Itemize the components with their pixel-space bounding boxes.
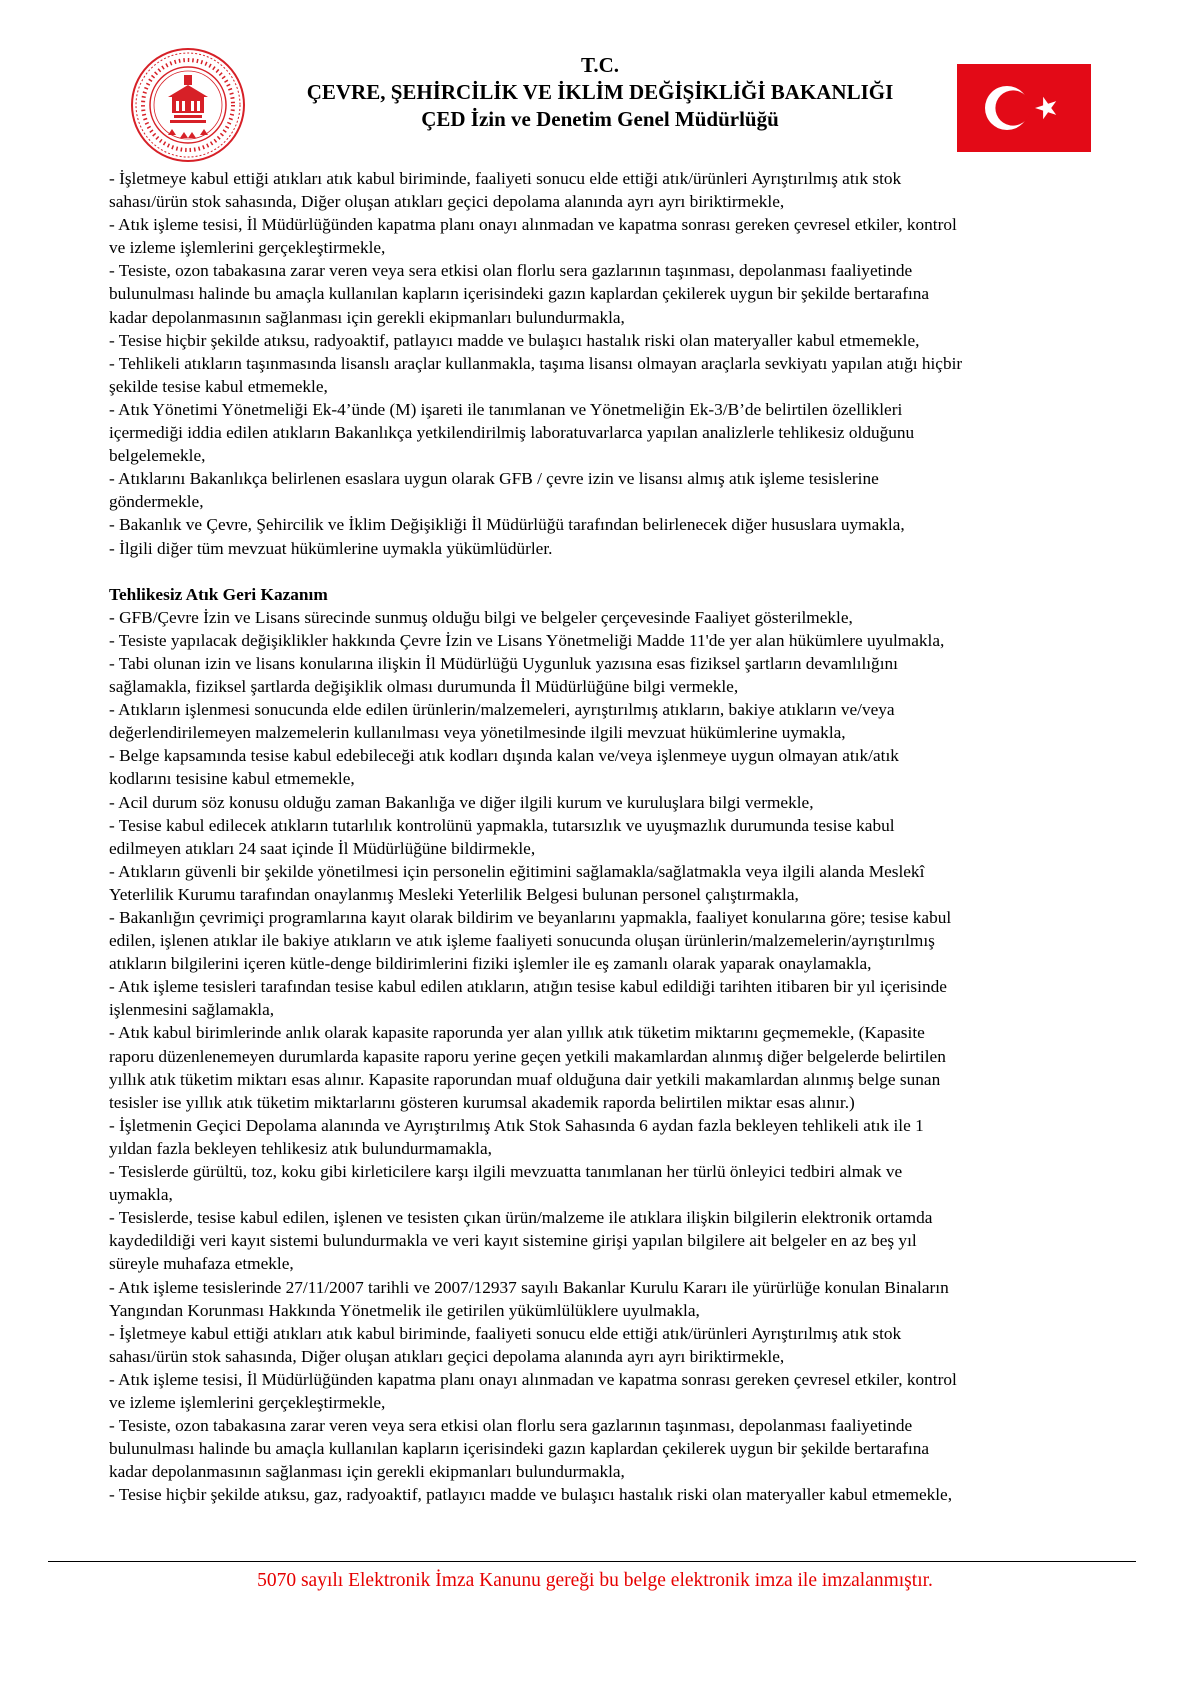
body-line: kadar depolanmasının sağlanması için gerekli ekipmanları bulundurmakla, <box>109 1462 625 1482</box>
body-line: - Belge kapsamında tesise kabul edebileceği atık kodları dışında kalan ve/veya işlenmeye uygun olmayan atık/atık <box>109 746 899 766</box>
body-line: - İşletmeye kabul ettiği atıkları atık kabul biriminde, faaliyeti sonucu elde ettiği atık/ürünleri Ayrıştırılmış atık stok <box>109 1323 902 1343</box>
body-line: - Atık işleme tesisi, İl Müdürlüğünden kapatma planı onayı alınmadan ve kapatma sonrası gereken çevresel etkiler, kontrol <box>109 215 957 235</box>
body-line: sahası/ürün stok sahasında, Diğer oluşan atıkları geçici depolama alanında ayrı ayrı biriktirmekle, <box>109 192 785 212</box>
body-line: - İlgili diğer tüm mevzuat hükümlerine uymakla yükümlüdürler. <box>109 538 553 558</box>
body-line: - Tabi olunan izin ve lisans konularına ilişkin İl Müdürlüğü Uygunluk yazısına esas fiziksel şartların devamlılığını <box>109 653 898 673</box>
footer-divider <box>48 1561 1136 1562</box>
e-signature-notice: 5070 sayılı Elektronik İmza Kanunu gereği bu belge elektronik imza ile imzalanmıştır. <box>257 1570 933 1591</box>
body-line: - İşletmenin Geçici Depolama alanında ve Ayrıştırılmış Atık Stok Sahasında 6 aydan fazla bekleyen tehlikeli atık ile 1 <box>109 1115 924 1135</box>
header-line-tc: T.C. <box>580 53 620 77</box>
turkish-flag-icon <box>957 64 1091 152</box>
document-body <box>109 167 1109 1506</box>
body-line: değerlendirilemeyen malzemelerin kullanılması veya yönetilmesinde ilgili mevzuat hükümlerine uymakla, <box>109 723 846 743</box>
body-line: şekilde tesise kabul etmemekle, <box>109 376 328 396</box>
body-line: işlenmesini sağlamakla, <box>109 1000 275 1020</box>
body-line: süreyle muhafaza etmekle, <box>109 1254 294 1274</box>
body-line: - Tesise hiçbir şekilde atıksu, gaz, radyoaktif, patlayıcı madde ve bulaşıcı hastalık riski olan materyaller kabul etmemekle, <box>109 1485 953 1505</box>
body-line: - Atık kabul birimlerinde anlık olarak kapasite raporunda yer alan yıllık atık tüketim miktarını geçmemekle, (Kapasite <box>109 1023 925 1043</box>
body-line: - Tesiste, ozon tabakasına zarar veren veya sera etkisi olan florlu sera gazlarının taşınması, depolanması faaliyetinde <box>109 1416 913 1436</box>
body-line: yıldan fazla bekleyen tehlikesiz atık bulundurmamakla, <box>109 1138 492 1158</box>
body-line: - Acil durum söz konusu olduğu zaman Bakanlığa ve diğer ilgili kurum ve kuruluşlara bilgi vermekle, <box>109 792 814 812</box>
body-line: raporu düzenlenemeyen durumlarda kapasite raporu yerine geçen yetkili makamlardan alınmış diğer belgelerde belirtilen <box>109 1046 946 1066</box>
body-line: bulunulması halinde bu amaçla kullanılan kapların içerisindeki gazın kaplardan çekilerek uygun bir şekilde bertarafına <box>109 284 930 304</box>
body-line: içermediği iddia edilen atıkların Bakanlıkça yetkilendirilmiş laboratuvarlarca yapılan analizlerle tehlikesiz olduğunu <box>109 423 915 443</box>
body-line: - Atıkların güvenli bir şekilde yönetilmesi için personelin eğitimini sağlamakla/sağlatmakla veya ilgili alanda Meslekî <box>109 861 925 881</box>
body-line: - Atıklarını Bakanlıkça belirlenen esaslara uygun olarak GFB / çevre izin ve lisansı almış atık işleme tesislerine <box>109 469 879 489</box>
header-line-directorate: ÇED İzin ve Denetim Genel Müdürlüğü <box>421 107 779 131</box>
body-line: - Tesise hiçbir şekilde atıksu, radyoaktif, patlayıcı madde ve bulaşıcı hastalık riski olan materyaller kabul etmemekle, <box>109 330 920 350</box>
body-line: belgelemekle, <box>109 446 206 466</box>
body-line: - İşletmeye kabul ettiği atıkları atık kabul biriminde, faaliyeti sonucu elde ettiği atık/ürünleri Ayrıştırılmış atık stok <box>109 169 902 188</box>
body-line: kadar depolanmasının sağlanması için gerekli ekipmanları bulundurmakla, <box>109 307 625 327</box>
body-line: edilen, işlenen atıklar ile bakiye atıkların ve atık işleme faaliyeti sonucunda oluşan ürünlerin/malzemelerin/ayrıştırılmış <box>109 931 935 951</box>
body-line: - Bakanlığın çevrimiçi programlarına kayıt olarak bildirim ve beyanlarını yapmakla, faaliyet konularına göre; tesise kabul <box>109 908 952 927</box>
body-line: ve izleme işlemlerini gerçekleştirmekle, <box>109 1392 386 1412</box>
document-header <box>0 0 1190 160</box>
body-line: - Tesiste, ozon tabakasına zarar veren veya sera etkisi olan florlu sera gazlarının taşınması, depolanması faaliyetinde <box>109 261 913 281</box>
body-line: kodlarını tesisine kabul etmemekle, <box>109 769 355 789</box>
body-line: sağlamakla, fiziksel şartlarda değişiklik olması durumunda İl Müdürlüğüne bilgi vermekle, <box>109 677 739 697</box>
body-line: tesisler ise yıllık atık tüketim miktarlarını gösteren kurumsal akademik raporda belirtilen miktar esas alınır.) <box>109 1092 855 1112</box>
body-line: göndermekle, <box>109 492 204 512</box>
body-line: - Atık işleme tesisleri tarafından tesise kabul edilen atıkların, atığın tesise kabul edildiği tarihten itibaren bir yıl içerisinde <box>109 977 947 997</box>
paragraph-gap <box>109 560 1109 583</box>
header-line-ministry: ÇEVRE, ŞEHİRCİLİK VE İKLİM DEĞİŞİKLİĞİ BAKANLIĞI <box>306 80 894 104</box>
body-line: - Tesiste yapılacak değişiklikler hakkında Çevre İzin ve Lisans Yönetmeliği Madde 11'de yer alan hükümlere uyulmakla, <box>109 630 945 650</box>
body-line: - Bakanlık ve Çevre, Şehircilik ve İklim Değişikliği İl Müdürlüğü tarafından belirlenecek diğer hususlara uymakla, <box>109 515 905 535</box>
body-line: Yeterlilik Kurumu tarafından onaylanmış Mesleki Yeterlilik Belgesi bulunan personel çalıştırmakla, <box>109 884 799 904</box>
body-line: - Atıkların işlenmesi sonucunda elde edilen ürünlerin/malzemeleri, ayrıştırılmış atıkların, bakiye atıkların ve/veya <box>109 700 895 720</box>
ministry-seal-icon <box>128 45 248 165</box>
body-line: - GFB/Çevre İzin ve Lisans sürecinde sunmuş olduğu bilgi ve belgeler çerçevesinde Faaliyet gösterilmekle, <box>109 607 853 627</box>
body-line: - Tesislerde, tesise kabul edilen, işlenen ve tesisten çıkan ürün/malzeme ile atıklara ilişkin bilgilerin elektronik ortamda <box>109 1208 933 1228</box>
header-titles <box>250 52 950 132</box>
body-line: ve izleme işlemlerini gerçekleştirmekle, <box>109 238 386 258</box>
body-line: Yangından Korunması Hakkında Yönetmelik ile getirilen yükümlülüklere uyulmakla, <box>109 1300 700 1320</box>
body-line: kaydedildiği veri kayıt sistemi bulundurmakla ve veri kayıt sistemine girişi yapılan bilgilere ait belgeler en az beş yıl <box>109 1231 917 1251</box>
body-line: sahası/ürün stok sahasında, Diğer oluşan atıkları geçici depolama alanında ayrı ayrı biriktirmekle, <box>109 1346 785 1366</box>
body-line: yıllık atık tüketim miktarı esas alınır. Kapasite raporundan muaf olduğuna dair yetkili makamlardan alınmış belge sunan <box>109 1069 941 1089</box>
body-line: atıkların bilgilerini içeren kütle-denge bildirimlerini fiziki işlemler ile eş zamanlı olarak yaparak onaylamakla, <box>109 954 872 974</box>
body-line: - Atık işleme tesislerinde 27/11/2007 tarihli ve 2007/12937 sayılı Bakanlar Kurulu Kararı ile yürürlüğe konulan Binaların <box>109 1277 949 1297</box>
body-line: - Tesislerde gürültü, toz, koku gibi kirleticilere karşı ilgili mevzuatta tanımlanan her türlü önleyici tedbiri almak ve <box>109 1162 903 1182</box>
body-line: - Tesise kabul edilecek atıkların tutarlılık kontrolünü yapmakla, tutarsızlık ve uyuşmazlık durumunda tesise kabul <box>109 815 895 835</box>
body-line: - Tehlikeli atıkların taşınmasında lisanslı araçlar kullanmakla, taşıma lisansı olmayan araçlarla sevkiyatı yapılan atığı hiçbir <box>109 353 963 373</box>
body-line: edilmeyen atıkları 24 saat içinde İl Müdürlüğüne bildirmekle, <box>109 838 536 858</box>
section-title: Tehlikesiz Atık Geri Kazanım <box>109 584 328 604</box>
body-line: - Atık Yönetimi Yönetmeliği Ek-4’ünde (M) işareti ile tanımlanan ve Yönetmeliğin Ek-3/B’de belirtilen özellikleri <box>109 399 903 419</box>
body-line: - Atık işleme tesisi, İl Müdürlüğünden kapatma planı onayı alınmadan ve kapatma sonrası gereken çevresel etkiler, kontrol <box>109 1369 957 1389</box>
body-line: bulunulması halinde bu amaçla kullanılan kapların içerisindeki gazın kaplardan çekilerek uygun bir şekilde bertarafına <box>109 1439 930 1459</box>
body-line: uymakla, <box>109 1185 173 1205</box>
